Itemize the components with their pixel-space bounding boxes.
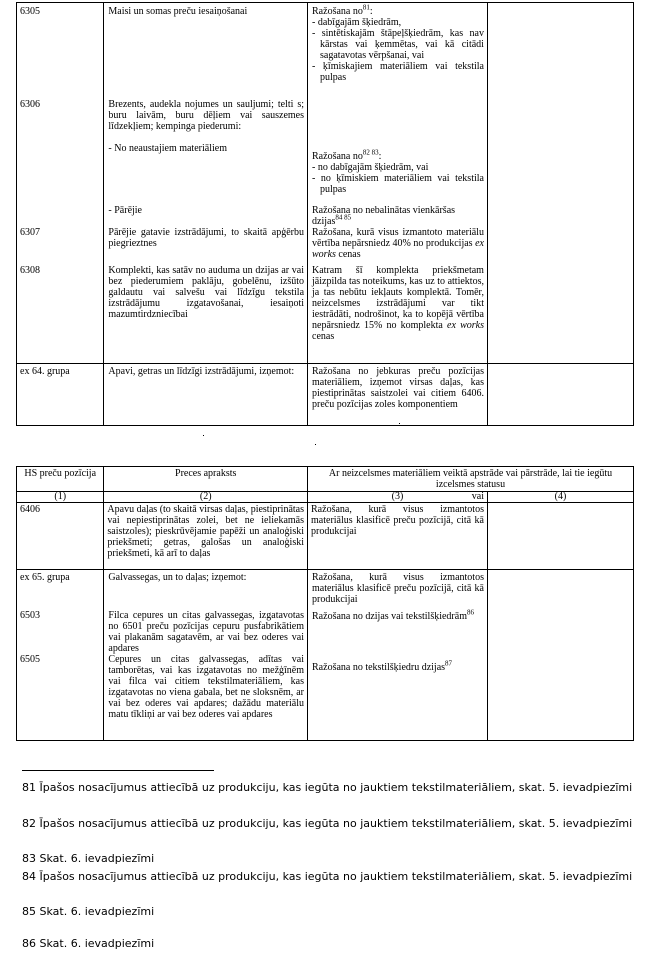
rule-6503: Ražošana no dzijas vai tekstilšķiedrām$^{86}$ [312,608,474,622]
desc-6307: Pārējie gatavie izstrādājumi, to skaitā apģērbu piegrieztnes [108,227,305,249]
rule-6306-nonwoven: Ražošana $no^{82 83}$: - no dabīgajām šķiedrām, vai - no ķīmiskiem materiāliem vai tekstila pulpas [312,148,484,195]
desc-6305: Maisi un somas preču iesaiņošanai [108,6,248,17]
footnote-ref-84-85[interactable]: 84 85 [335,213,352,222]
footnote-82: 82 Īpašos nosacījumus attiecībā uz produkciju, kas iegūta no jauktiem tekstilmateriāliem, skat. 5. ievadpiezīmi [22,817,633,830]
desc-6406: Apavu daļas (to skaitā virsas daļas, piestiprinātas vai nepiestiprinātas zolei, bet ne ieliekamās saistzoles); pieskrūvējamie papēži un analoģiski priekšmeti; getras, galošas un analoģiski priekšmeti, kā arī to daļas [104,503,308,570]
code-6306: 6306 [20,99,40,110]
footnote-ref-82-83[interactable]: 82 83 [362,148,379,157]
table-row [17,3,634,426]
code-ex-64: ex 64. grupa [20,366,70,377]
code-6307: 6307 [20,227,40,238]
rule-6505: Ražošana no tekstilšķiedru dzijas$^{87}$ [312,659,453,673]
code-6503: 6503 [20,610,40,621]
desc-6306: Brezents, audekla nojumes un sauljumi; telti s; buru laivām, buru dēļiem vai sauszemes līdzekļiem; kempinga piederumi: [108,99,305,132]
desc-6308: Komplekti, kas satāv no auduma un dzijas ar vai bez piederumiem paklāju, gobelēnu, izšūto galdautu vai salvešu vai līdzīgu tekstila izstrādājumu izgatavošanai, iesaiņoti mazumtirdzniecībai [108,265,305,320]
desc-6306-nonwoven: - No neaustajiem materiāliem [108,143,227,154]
code-6305: 6305 [20,6,40,17]
col-num-2: (2) [104,492,308,503]
code-6308: 6308 [20,265,40,276]
rule-6308: Katram šī komplekta priekšmetam jāizpilda tas noteikums, kas uz to attiektos, ja tas nebūtu iekļauts komplektā. Tomēr, neizcelsmes izstrādājumi var tikt iestrādāti, nodrošinot, ka to kopējā vērtība nepārsniedz 15% no komplekta ex works cenas [312,265,484,342]
footnote-84: 84 Īpašos nosacījumus attiecībā uz produkciju, kas iegūta no jauktiem tekstilmateriāliem, skat. 5. ievadpiezīmi [22,870,633,883]
description-cell [104,3,308,426]
header-description: Preces apraksts [104,467,308,492]
rule-ex-64: Ražošana no jebkuras preču pozīcijas materiāliem, izņemot virsas daļas, kas piestiprinātas saistzolei vai citiem 6406. preču pozīcijas zoles komponentiem [312,366,484,410]
footnote-83: 83 Skat. 6. ievadpiezīmi [22,852,155,865]
description-cell [104,570,308,741]
code-cell [17,3,104,426]
rule-6306-other: Ražošana no nebalinātas vienkāršas dzijas$^{84 85}$ [312,205,456,227]
desc-6505: Cepures un citas galvassegas, adītas vai tamborētas, vai kas izgatavotas no mežģīnēm vai filca vai citiem tekstilmateriāliem, kas izgatavotas no viena gabala, bet ne sloksnēm, ar vai bez oderes vai apdares; dažādu materiālu matu tīkliņi ar vai bez oderes vai apdares [108,654,305,720]
column-number-row [17,492,634,503]
footnote-separator [22,770,214,771]
desc-6306-other: - Pārējie [108,205,142,216]
footnote-86: 86 Skat. 6. ievadpiezīmi [22,937,155,950]
desc-ex-65: Galvassegas, un to daļas; izņemot: [108,572,247,583]
rule-alt-cell [487,3,633,426]
footnote-ref-87[interactable]: 87 [445,659,453,668]
footnote-85: 85 Skat. 6. ievadpiezīmi [22,905,155,918]
col-num-1: (1) [17,492,104,503]
footnote-ref-81[interactable]: 81 [362,3,370,12]
rule-6307: Ražošana, kurā visus izmantoto materiālu vērtība nepārsniedz 40% no produkcijas ex works cenas [312,227,484,260]
desc-ex-64: Apavi, getras un līdzīgi izstrādājumi, izņemot: [108,366,295,377]
header-hs-code: HS preču pozīcija [17,467,104,492]
scan-speck [203,435,204,436]
rules-table [16,466,634,741]
rule-cell [308,570,488,741]
scan-speck [315,444,316,445]
scan-speck [399,423,400,424]
code-ex-65: ex 65. grupa [20,572,70,583]
or-label: vai [471,491,484,502]
table-header-row [17,467,634,492]
code-cell [17,570,104,741]
desc-6503: Filca cepures un citas galvassegas, izgatavotas no 6501 preču pozīcijas cepuru pusfabrikātiem vai plakanām sagatavēm, ar vai bez oderes vai apdares [108,610,305,654]
header-processing: Ar neizcelsmes materiāliem veiktā apstrāde vai pārstrāde, lai tie iegūtu izcelsmes statusu [308,467,634,492]
rules-table-continued [16,2,634,426]
table-row [17,503,634,570]
code-6406: 6406 [17,503,104,570]
rule-6305: Ražošana $no^{81}$: - dabīgajām šķiedrām, - sintētiskajām štāpeļšķiedrām, kas nav kārstas vai ķemmētas, vai kā citādi sagatavotas vērpšanai, vai - ķīmiskajiem materiāliem vai tekstila pulpas [312,3,484,83]
rule-ex-65: Ražošana, kurā visus izmantotos materiālus klasificē preču pozīcijā, citā kā produkcijai [312,572,484,605]
footnote-81: 81 Īpašos nosacījumus attiecībā uz produkciju, kas iegūta no jauktiem tekstilmateriāliem, skat. 5. ievadpiezīmi [22,781,633,794]
col-num-4: (4) [487,492,633,503]
rule-cell [308,3,488,426]
code-6505: 6505 [20,654,40,665]
col-num-3: (3) vai [308,492,488,503]
table-row [17,570,634,741]
footnote-ref-86[interactable]: 86 [466,608,474,617]
rule-6406: Ražošana, kurā visus izmantotos materiālus klasificē preču pozīcijā, citā kā produkcijai [308,503,488,570]
